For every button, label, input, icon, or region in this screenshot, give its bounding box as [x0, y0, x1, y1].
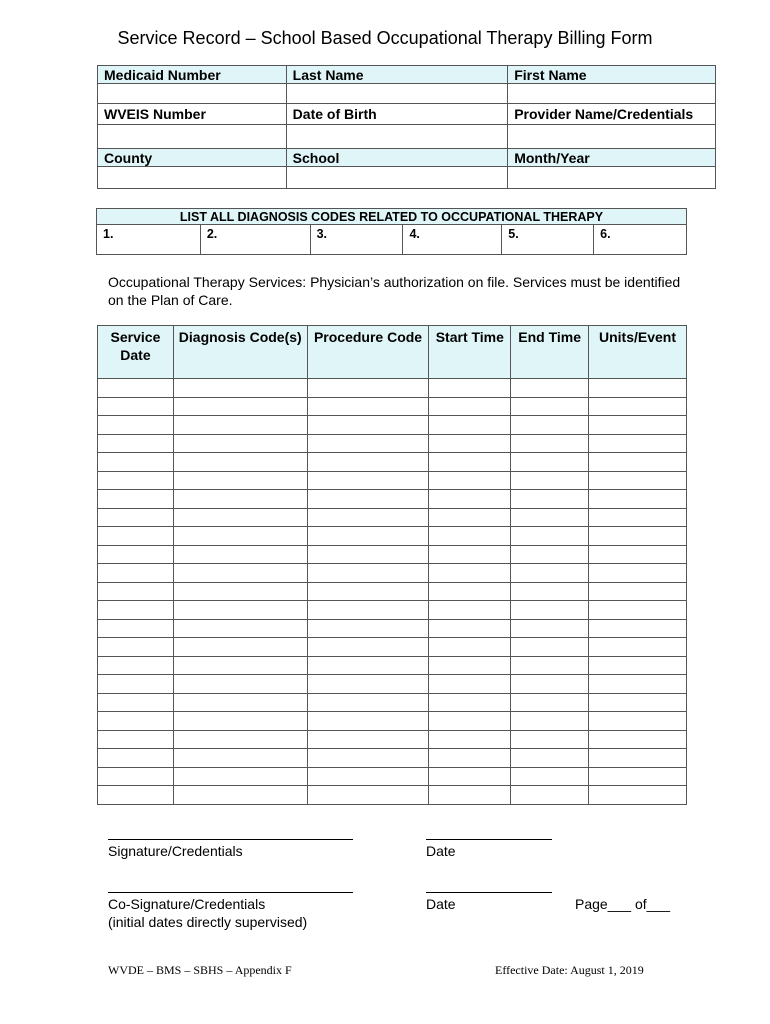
service-cell[interactable]: [98, 416, 174, 435]
service-cell[interactable]: [307, 749, 429, 768]
services-table: [97, 325, 687, 805]
service-cell[interactable]: [429, 656, 511, 675]
service-row: [98, 564, 687, 583]
service-cell[interactable]: [307, 693, 429, 712]
service-cell[interactable]: [98, 712, 174, 731]
county-field[interactable]: [98, 167, 287, 189]
service-cell[interactable]: [589, 564, 687, 583]
date-label-1: Date: [426, 843, 456, 859]
signature-line[interactable]: [108, 839, 353, 840]
service-cell[interactable]: [589, 508, 687, 527]
service-cell[interactable]: [589, 601, 687, 620]
service-cell[interactable]: [511, 434, 589, 453]
service-cell[interactable]: [589, 693, 687, 712]
service-cell[interactable]: [307, 582, 429, 601]
diagnosis-heading: LIST ALL DIAGNOSIS CODES RELATED TO OCCUPATIONAL THERAPY: [97, 209, 687, 225]
service-cell[interactable]: [98, 527, 174, 546]
service-cell[interactable]: [173, 527, 307, 546]
service-cell[interactable]: [429, 453, 511, 472]
signature-label: Signature/Credentials: [108, 843, 243, 859]
service-cell[interactable]: [307, 601, 429, 620]
service-cell[interactable]: [173, 471, 307, 490]
service-cell[interactable]: [98, 453, 174, 472]
service-cell[interactable]: [511, 416, 589, 435]
diagnosis-slot-6[interactable]: 6.: [594, 225, 687, 255]
cosignature-label: Co-Signature/Credentials: [108, 896, 266, 912]
service-cell[interactable]: [511, 564, 589, 583]
service-cell[interactable]: [98, 434, 174, 453]
county-label: County: [98, 149, 287, 167]
first-name-field[interactable]: [508, 84, 716, 104]
service-row: [98, 749, 687, 768]
diagnosis-slot-1[interactable]: 1.: [97, 225, 201, 255]
service-cell[interactable]: [429, 767, 511, 786]
service-row: [98, 527, 687, 546]
service-cell[interactable]: [307, 767, 429, 786]
medicaid-number-field[interactable]: [98, 84, 287, 104]
service-cell[interactable]: [589, 471, 687, 490]
service-cell[interactable]: [511, 508, 589, 527]
service-row: [98, 397, 687, 416]
service-cell[interactable]: [173, 379, 307, 398]
service-cell[interactable]: [589, 749, 687, 768]
school-field[interactable]: [286, 167, 508, 189]
footer-left: WVDE – BMS – SBHS – Appendix F: [108, 963, 292, 977]
service-cell[interactable]: [429, 749, 511, 768]
provider-name-label: Provider Name/Credentials: [508, 104, 716, 125]
diagnosis-slot-5[interactable]: 5.: [502, 225, 594, 255]
service-cell[interactable]: [511, 693, 589, 712]
service-cell[interactable]: [98, 656, 174, 675]
service-cell[interactable]: [511, 712, 589, 731]
service-cell[interactable]: [589, 434, 687, 453]
service-cell[interactable]: [173, 675, 307, 694]
service-cell[interactable]: [173, 416, 307, 435]
cosignature-note: (initial dates directly supervised): [108, 914, 308, 930]
service-cell[interactable]: [589, 619, 687, 638]
service-cell[interactable]: [429, 582, 511, 601]
diagnosis-slot-2[interactable]: 2.: [200, 225, 310, 255]
service-cell[interactable]: [589, 416, 687, 435]
diagnosis-slot-3[interactable]: 3.: [310, 225, 403, 255]
service-cell[interactable]: [307, 712, 429, 731]
service-cell[interactable]: [429, 397, 511, 416]
school-label: School: [286, 149, 508, 167]
date-line-2[interactable]: [426, 892, 552, 893]
service-cell[interactable]: [511, 490, 589, 509]
service-cell[interactable]: [429, 601, 511, 620]
service-row: [98, 508, 687, 527]
service-cell[interactable]: [429, 675, 511, 694]
service-cell[interactable]: [307, 564, 429, 583]
service-cell[interactable]: [307, 490, 429, 509]
service-cell[interactable]: [307, 638, 429, 657]
service-cell[interactable]: [307, 619, 429, 638]
date-of-birth-field[interactable]: [286, 125, 508, 149]
service-cell[interactable]: [98, 749, 174, 768]
service-cell[interactable]: [429, 490, 511, 509]
service-cell[interactable]: [429, 564, 511, 583]
service-cell[interactable]: [589, 675, 687, 694]
service-cell[interactable]: [173, 619, 307, 638]
service-cell[interactable]: [98, 693, 174, 712]
service-row: [98, 693, 687, 712]
service-cell[interactable]: [589, 656, 687, 675]
patient-info-table: [97, 65, 716, 189]
service-cell[interactable]: [173, 656, 307, 675]
month-year-field[interactable]: [508, 167, 716, 189]
col-procedure-code: Procedure Code: [307, 326, 429, 379]
service-cell[interactable]: [511, 471, 589, 490]
service-cell[interactable]: [307, 656, 429, 675]
service-cell[interactable]: [511, 379, 589, 398]
service-cell[interactable]: [307, 416, 429, 435]
service-row: [98, 582, 687, 601]
service-cell[interactable]: [429, 730, 511, 749]
service-cell[interactable]: [589, 490, 687, 509]
service-row: [98, 379, 687, 398]
service-row: [98, 767, 687, 786]
service-cell[interactable]: [173, 601, 307, 620]
service-cell[interactable]: [173, 545, 307, 564]
service-cell[interactable]: [173, 693, 307, 712]
service-cell[interactable]: [511, 527, 589, 546]
service-cell[interactable]: [511, 767, 589, 786]
service-cell[interactable]: [511, 786, 589, 805]
wveis-number-field[interactable]: [98, 125, 287, 149]
service-cell[interactable]: [429, 638, 511, 657]
last-name-label: Last Name: [286, 66, 508, 84]
last-name-field[interactable]: [286, 84, 508, 104]
service-cell[interactable]: [173, 397, 307, 416]
service-cell[interactable]: [173, 508, 307, 527]
service-cell[interactable]: [98, 730, 174, 749]
service-cell[interactable]: [511, 397, 589, 416]
service-cell[interactable]: [429, 786, 511, 805]
service-row: [98, 545, 687, 564]
service-cell[interactable]: [307, 675, 429, 694]
service-cell[interactable]: [173, 490, 307, 509]
service-cell[interactable]: [98, 379, 174, 398]
service-cell[interactable]: [589, 582, 687, 601]
first-name-label: First Name: [508, 66, 716, 84]
service-cell[interactable]: [98, 619, 174, 638]
service-cell[interactable]: [98, 675, 174, 694]
service-cell[interactable]: [511, 453, 589, 472]
service-cell[interactable]: [307, 471, 429, 490]
service-cell[interactable]: [98, 601, 174, 620]
service-cell[interactable]: [589, 730, 687, 749]
col-units-event: Units/Event: [589, 326, 687, 379]
service-row: [98, 656, 687, 675]
service-cell[interactable]: [511, 619, 589, 638]
service-row: [98, 434, 687, 453]
service-row: [98, 712, 687, 731]
service-cell[interactable]: [173, 582, 307, 601]
service-row: [98, 601, 687, 620]
service-cell[interactable]: [98, 545, 174, 564]
service-cell[interactable]: [589, 712, 687, 731]
service-cell[interactable]: [589, 379, 687, 398]
service-row: [98, 490, 687, 509]
service-cell[interactable]: [307, 730, 429, 749]
service-cell[interactable]: [173, 434, 307, 453]
service-cell[interactable]: [429, 379, 511, 398]
service-cell[interactable]: [98, 582, 174, 601]
service-cell[interactable]: [589, 453, 687, 472]
date-of-birth-label: Date of Birth: [286, 104, 508, 125]
service-cell[interactable]: [173, 638, 307, 657]
service-row: [98, 453, 687, 472]
service-cell[interactable]: [98, 490, 174, 509]
service-row: [98, 638, 687, 657]
service-cell[interactable]: [589, 527, 687, 546]
service-cell[interactable]: [429, 416, 511, 435]
service-cell[interactable]: [307, 508, 429, 527]
service-cell[interactable]: [589, 545, 687, 564]
service-cell[interactable]: [429, 693, 511, 712]
service-cell[interactable]: [429, 712, 511, 731]
service-row: [98, 619, 687, 638]
service-cell[interactable]: [307, 545, 429, 564]
service-cell[interactable]: [307, 453, 429, 472]
service-cell[interactable]: [511, 675, 589, 694]
service-row: [98, 471, 687, 490]
service-cell[interactable]: [511, 730, 589, 749]
service-cell[interactable]: [589, 397, 687, 416]
service-cell[interactable]: [173, 767, 307, 786]
diagnosis-codes-table: [96, 208, 687, 255]
service-cell[interactable]: [429, 471, 511, 490]
wveis-number-label: WVEIS Number: [98, 104, 287, 125]
service-cell[interactable]: [589, 786, 687, 805]
col-end-time: End Time: [511, 326, 589, 379]
service-cell[interactable]: [429, 508, 511, 527]
service-cell[interactable]: [173, 712, 307, 731]
service-cell[interactable]: [511, 601, 589, 620]
service-row: [98, 675, 687, 694]
service-cell[interactable]: [98, 638, 174, 657]
service-cell[interactable]: [429, 527, 511, 546]
service-cell[interactable]: [307, 379, 429, 398]
service-cell[interactable]: [511, 638, 589, 657]
provider-name-field[interactable]: [508, 125, 716, 149]
service-cell[interactable]: [307, 434, 429, 453]
service-cell[interactable]: [429, 619, 511, 638]
authorization-note: Occupational Therapy Services: Physician’s authorization on file. Services must be identified on the Plan of Care.: [108, 274, 681, 308]
col-service-date: Service Date: [98, 326, 174, 379]
service-cell[interactable]: [173, 564, 307, 583]
service-cell[interactable]: [173, 730, 307, 749]
service-cell[interactable]: [98, 397, 174, 416]
service-cell[interactable]: [307, 786, 429, 805]
page-number-label: Page___ of___: [575, 896, 670, 912]
service-row: [98, 730, 687, 749]
service-cell[interactable]: [511, 749, 589, 768]
service-cell[interactable]: [429, 545, 511, 564]
service-row: [98, 416, 687, 435]
month-year-label: Month/Year: [508, 149, 716, 167]
diagnosis-slot-4[interactable]: 4.: [403, 225, 502, 255]
service-cell[interactable]: [173, 786, 307, 805]
service-cell[interactable]: [98, 767, 174, 786]
service-cell[interactable]: [307, 397, 429, 416]
service-cell[interactable]: [511, 656, 589, 675]
cosignature-line[interactable]: [108, 892, 353, 893]
service-cell[interactable]: [511, 545, 589, 564]
col-start-time: Start Time: [429, 326, 511, 379]
medicaid-number-label: Medicaid Number: [98, 66, 287, 84]
col-diagnosis-codes: Diagnosis Code(s): [173, 326, 307, 379]
service-row: [98, 786, 687, 805]
service-cell[interactable]: [98, 564, 174, 583]
service-cell[interactable]: [98, 786, 174, 805]
service-cell[interactable]: [98, 508, 174, 527]
date-line-1[interactable]: [426, 839, 552, 840]
service-cell[interactable]: [511, 582, 589, 601]
service-cell[interactable]: [307, 527, 429, 546]
service-cell[interactable]: [589, 638, 687, 657]
service-cell[interactable]: [173, 749, 307, 768]
service-cell[interactable]: [173, 453, 307, 472]
service-cell[interactable]: [98, 471, 174, 490]
footer-right: Effective Date: August 1, 2019: [495, 963, 644, 977]
service-cell[interactable]: [589, 767, 687, 786]
service-cell[interactable]: [429, 434, 511, 453]
date-label-2: Date: [426, 896, 456, 912]
page-title: Service Record – School Based Occupational Therapy Billing Form: [117, 28, 653, 48]
